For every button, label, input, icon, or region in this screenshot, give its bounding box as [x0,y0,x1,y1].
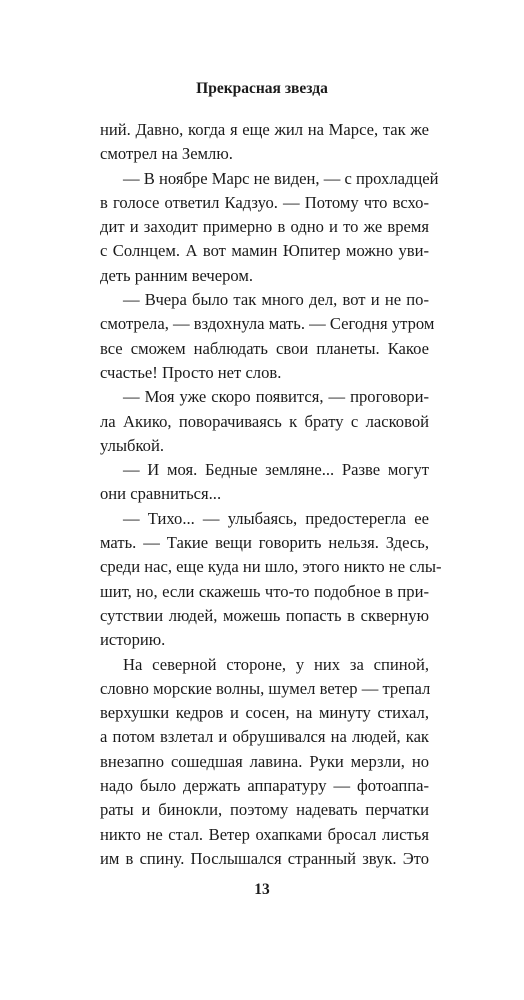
text-line: ла Акико, поворачиваясь к брату с ласковой [100,411,429,431]
text-line: смотрела, — вздохнула мать. — Сегодня утром [100,314,435,334]
text-line: а потом взлетал и обрушивался на людей, как [100,727,429,747]
text-line: никто не стал. Ветер охапками бросал листья [100,824,429,844]
text-line: мать. — Такие вещи говорить нельзя. Здесь, [100,533,429,553]
text-line: — И моя. Бедные земляне... Разве могут [123,460,429,480]
text-line: в голосе ответил Кадзуо. — Потому что всхо- [100,192,429,212]
text-line: все сможем наблюдать свои планеты. Какое [100,338,429,358]
text-line: — Тихо... — улыбаясь, предостерегла ее [123,508,429,528]
text-line: словно морские волны, шумел ветер — трепал [100,678,431,698]
page-number: 13 [254,881,270,898]
text-line: деть ранним вечером. [100,265,254,285]
text-line: раты и бинокли, поэтому надевать перчатки [100,800,429,820]
text-line: — Моя уже скоро появится, — проговори- [123,387,429,407]
text-line: дит и заходит примерно в одно и то же время [100,217,429,237]
text-line: ний. Давно, когда я еще жил на Марсе, так же [100,120,429,139]
text-line: сутствии людей, можешь попасть в скверную [100,605,429,625]
text-line: они сравниться... [100,484,222,504]
text-line: историю. [100,630,166,650]
text-line: — Вчера было так много дел, вот и не по- [123,290,429,310]
text-line: с Солнцем. А вот мамин Юпитер можно уви- [100,241,429,261]
running-header-title: Прекрасная звезда [196,80,328,97]
text-line: шит, но, если скажешь что-то подобное в при- [100,581,429,601]
text-line: верхушки кедров и сосен, на минуту стихал, [100,703,429,723]
text-line: улыбкой. [100,435,164,455]
text-line: смотрел на Землю. [100,144,233,164]
text-line: внезапно сошедшая лавина. Руки мерзли, но [100,751,429,771]
text-line: среди нас, еще куда ни шло, этого никто не слы- [100,557,442,577]
text-line: им в спину. Послышался странный звук. Это [100,848,429,868]
text-line: счастье! Просто нет слов. [100,362,282,382]
text-line: На северной стороне, у них за спиной, [123,654,429,674]
text-line: — В ноябре Марс не виден, — с прохладцей [123,168,439,188]
text-line: надо было держать аппаратуру — фотоаппа- [100,776,429,796]
body-text [100,118,442,871]
